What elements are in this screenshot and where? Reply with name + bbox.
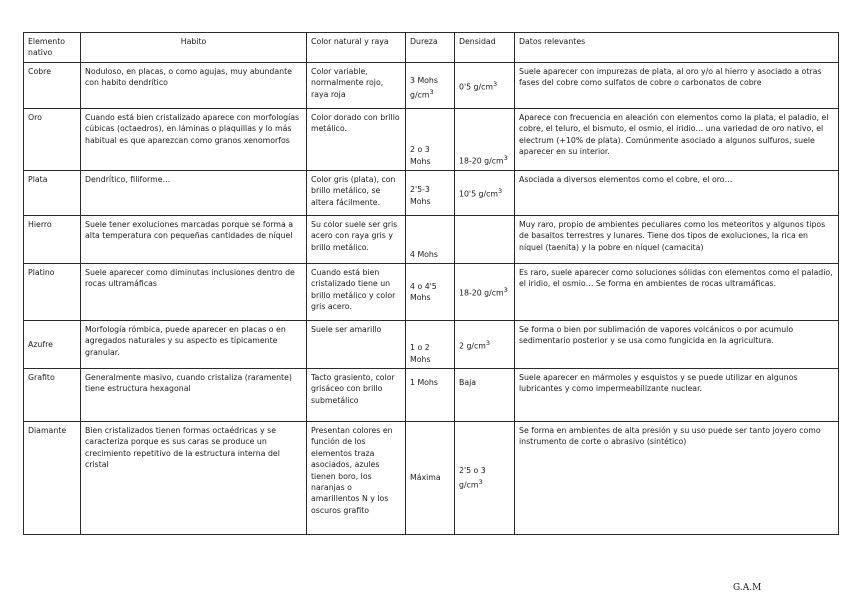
cell-densidad [455,171,515,216]
header-habito: Habito [81,33,307,63]
densidad-exponent: 3 [503,154,508,162]
cell-color: Cuando está bien cristalizado tiene un brillo metálico y color gris acero. [307,264,406,321]
minerals-table [23,32,839,535]
table-row [24,171,839,216]
cell-elemento: Oro [24,109,81,171]
cell-elemento: Hierro [24,216,81,264]
table-row [24,109,839,171]
cell-color: Color variable, normalmente rojo, raya roja [307,63,406,109]
cell-dureza: 4 o 4'5 Mohs [406,264,455,321]
cell-habito: Cuando está bien cristalizado aparece con morfologías cúbicas (octaedros), en láminas o plaquillas y lo más habitual es que aparezcan como granos xenomorfos [81,109,307,171]
densidad-exponent: 3 [485,338,491,347]
cell-datos: Se forma o bien por sublimación de vapores volcánicos o por acumulo sedimentario posterior y se usa como fungicida en la agricultura. [515,321,839,369]
cell-habito: Dendrítico, filiforme… [81,171,307,216]
table-row [24,321,839,369]
cell-densidad [455,264,515,321]
header-color: Color natural y raya [307,33,406,63]
cell-habito: Morfología rómbica, puede aparecer en placas o en agregados naturales y su aspecto es típicamente granular. [81,321,307,369]
cell-dureza: 2 o 3 Mohs [406,109,455,171]
densidad-value: Baja [459,378,477,387]
cell-densidad [455,369,515,422]
densidad-value: 2 g/cm [459,341,486,351]
cell-elemento: Platino [24,264,81,321]
cell-densidad [455,109,515,171]
header-densidad: Densidad [455,33,515,63]
densidad-exponent: 3 [503,286,508,294]
densidad-value: 18-20 g/cm [459,288,504,298]
cell-color: Color dorado con brillo metálico. [307,109,406,171]
densidad-value: 18-20 g/cm [459,156,504,166]
cell-densidad [455,422,515,535]
densidad-exponent: 3 [497,187,503,195]
cell-habito: Bien cristalizados tienen formas octaédricas y se caracteriza porque es sus caras se produce un crecimiento repetitivo de la estructura interna del cristal [81,422,307,535]
dureza-value: 3 Mohs [410,76,438,86]
table-row [24,264,839,321]
densidad-value: 0'5 g/cm [459,82,494,92]
cell-datos: Se forma en ambientes de alta presión y su uso puede ser tanto joyero como instrumento de corte o abrasivo (sintético) [515,422,839,535]
cell-habito: Suele aparecer como diminutas inclusiones dentro de rocas ultramáficas [81,264,307,321]
cell-elemento: Diamante [24,422,81,535]
cell-datos: Muy raro, propio de ambientes peculiares como los meteoritos y algunos tipos de basaltos terrestres y lunares. Tiene dos tipos de exoluciones, la rica en níquel (taenita) y la pobre en níquel (camacita) [515,216,839,264]
cell-datos: Suele aparecer en mármoles y esquistos y se puede utilizar en algunos lubricantes y como impermeabilizante nuclear. [515,369,839,422]
cell-elemento: Azufre [24,321,81,369]
table-row [24,422,839,535]
cell-color: Presentan colores en función de los elementos traza asociados, azules tienen boro, los naranjas o amarillentos N y los oscuros grafito [307,422,406,535]
cell-datos: Es raro, suele aparecer como soluciones sólidas con elementos como el paladio, el iridio, el osmio… Se forma en ambientes de rocas ultramáficas. [515,264,839,321]
signature: G.A.M [733,583,762,593]
densidad-value: 2'5 o 3 g/cm [459,466,486,490]
cell-densidad [455,216,515,264]
cell-dureza: Máxima [406,422,455,535]
cell-densidad [455,63,515,109]
header-dureza: Dureza [406,33,455,63]
cell-dureza: 1 o 2 Mohs [406,321,455,369]
cell-elemento: Plata [24,171,81,216]
cell-dureza: 1 Mohs [406,369,455,422]
table-row [24,216,839,264]
table-row [24,369,839,422]
header-datos: Datos relevantes [515,33,839,63]
cell-datos: Aparece con frecuencia en aleación con elementos como la plata, el paladio, el cobre, el teluro, el bismuto, el osmio, el iridio… una variedad de oro nativo, el electrum (+10% de plata). Comúnmente asociado a algunos sulfuros, suele aparecer en su interior. [515,109,839,171]
densidad-exponent: 3 [493,79,498,88]
cell-datos: Suele aparecer con impurezas de plata, al oro y/o al hierro y asociado a otras fases del cobre como sulfatos de cobre o carbonatos de cobre [515,63,839,109]
cell-datos: Asociada a diversos elementos como el cobre, el oro… [515,171,839,216]
cell-elemento: Cobre [24,63,81,109]
cell-dureza: 3 Mohs $g/cm^3$ [406,63,455,109]
cell-color: Suele ser amarillo [307,321,406,369]
cell-densidad [455,321,515,369]
cell-habito: Suele tener exoluciones marcadas porque se forma a alta temperatura con pequeñas cantidades de níquel [81,216,307,264]
cell-habito: Noduloso, en placas, o como agujas, muy abundante con habito dendrítico [81,63,307,109]
cell-color: Color gris (plata), con brillo metálico, se altera fácilmente. [307,171,406,216]
cell-color: Tacto grasiento, color grisáceo con brillo submetálico [307,369,406,422]
header-row [24,33,839,63]
cell-dureza: 4 Mohs [406,216,455,264]
cell-habito: Generalmente masivo, cuando cristaliza (raramente) tiene estructura hexagonal [81,369,307,422]
header-elemento: Elemento nativo [24,33,81,63]
cell-color: Su color suele ser gris acero con raya gris y brillo metálico. [307,216,406,264]
densidad-exponent: 3 [478,477,483,486]
table-row [24,63,839,109]
cell-dureza: 2'5-3 Mohs [406,171,455,216]
densidad-value: 10'5 g/cm [459,189,498,199]
cell-elemento: Grafito [24,369,81,422]
